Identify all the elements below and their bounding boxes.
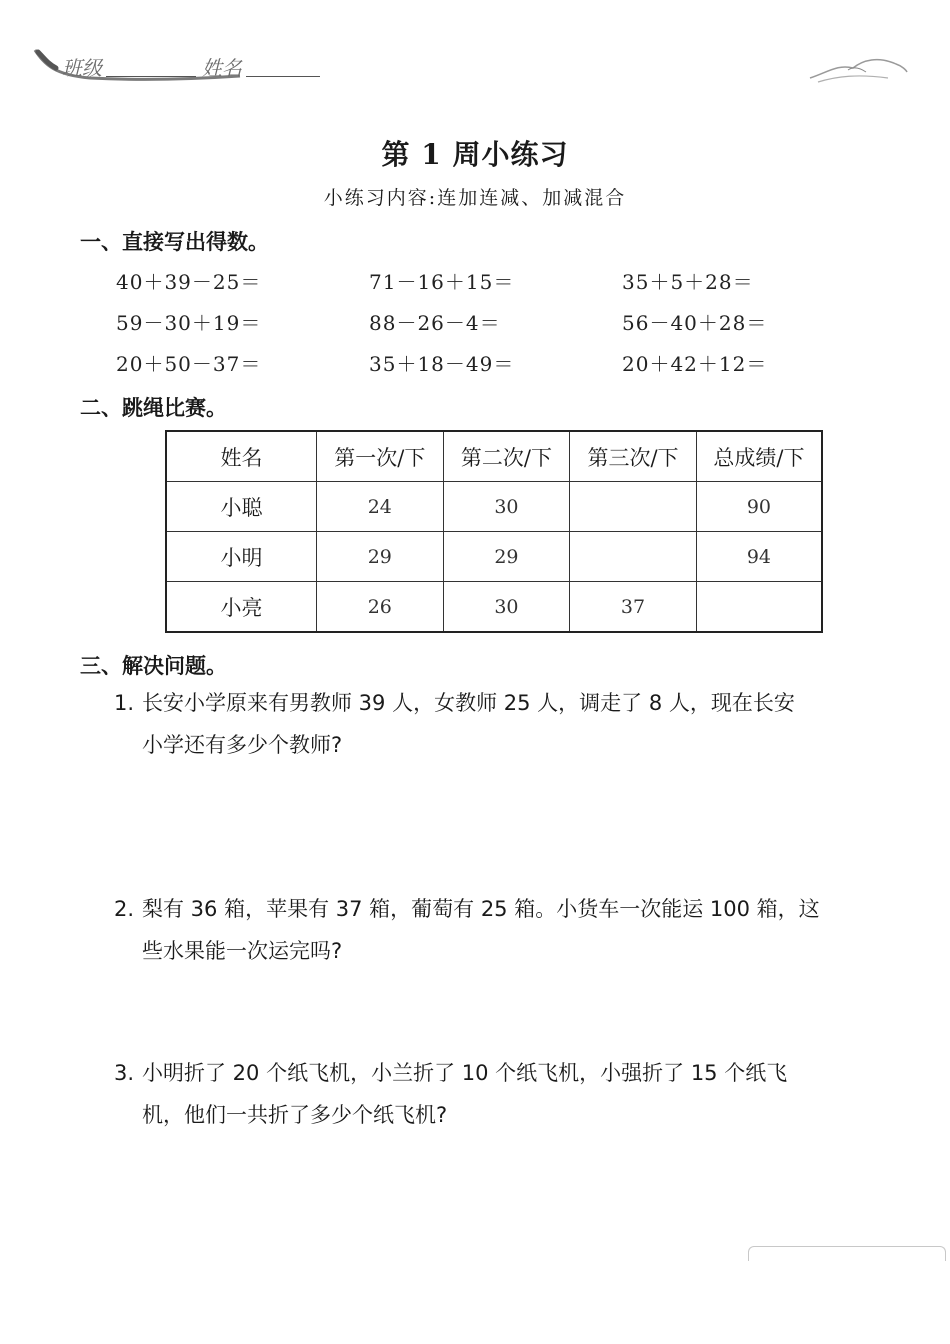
problem-text-line1: 梨有 36 箱，苹果有 37 箱，葡萄有 25 箱。小货车一次能运 100 箱，这 bbox=[142, 897, 820, 921]
column-header: 姓名 bbox=[166, 431, 317, 482]
equation: 40＋39－25＝ bbox=[116, 270, 262, 294]
score-blank bbox=[570, 482, 697, 532]
score-cell: 90 bbox=[696, 482, 822, 532]
problem-text-line1: 小明折了 20 个纸飞机，小兰折了 10 个纸飞机，小强折了 15 个纸飞 bbox=[142, 1061, 788, 1085]
table-header-row bbox=[166, 431, 822, 482]
equation: 20＋42＋12＝ bbox=[622, 352, 768, 376]
equation: 35＋18－49＝ bbox=[369, 352, 515, 376]
name-blank bbox=[246, 76, 320, 77]
page-title: 第 1 周小练习 bbox=[381, 138, 569, 171]
equation: 59－30＋19＝ bbox=[116, 311, 262, 335]
problem-text-line1: 长安小学原来有男教师 39 人，女教师 25 人，调走了 8 人，现在长安 bbox=[142, 691, 795, 715]
column-header: 总成绩/下 bbox=[696, 431, 822, 482]
equation: 56－40＋28＝ bbox=[622, 311, 768, 335]
equation: 71－16＋15＝ bbox=[369, 270, 515, 294]
class-label: 班级 bbox=[62, 56, 102, 80]
equation: 35＋5＋28＝ bbox=[622, 270, 754, 294]
page-corner-decoration bbox=[748, 1246, 946, 1261]
equation: 88－26－4＝ bbox=[369, 311, 501, 335]
problem-number: 2. bbox=[114, 897, 135, 921]
problem-number: 3. bbox=[114, 1061, 135, 1085]
problem-1 bbox=[114, 682, 884, 766]
problem-2 bbox=[114, 888, 884, 972]
jump-rope-table bbox=[165, 430, 823, 633]
section-1-heading: 一、直接写出得数。 bbox=[80, 230, 269, 254]
problem-text-line2: 机，他们一共折了多少个纸飞机? bbox=[142, 1103, 448, 1127]
score-cell: 29 bbox=[317, 532, 444, 582]
score-blank bbox=[696, 582, 822, 633]
class-blank bbox=[106, 76, 196, 77]
page-subtitle: 小练习内容:连加连减、加减混合 bbox=[323, 187, 627, 209]
student-name: 小明 bbox=[166, 532, 317, 582]
score-cell: 30 bbox=[443, 482, 570, 532]
section-2-heading: 二、跳绳比赛。 bbox=[80, 396, 227, 420]
problem-number: 1. bbox=[114, 691, 135, 715]
score-cell: 37 bbox=[570, 582, 697, 633]
problem-3 bbox=[114, 1052, 884, 1136]
problem-text-line2: 些水果能一次运完吗? bbox=[142, 939, 343, 963]
name-label: 姓名 bbox=[202, 56, 242, 80]
table-row bbox=[166, 532, 822, 582]
mountain-decoration bbox=[808, 52, 908, 86]
table-row bbox=[166, 482, 822, 532]
equation: 20＋50－37＝ bbox=[116, 352, 262, 376]
score-cell: 26 bbox=[317, 582, 444, 633]
problem-text-line2: 小学还有多少个教师? bbox=[142, 733, 343, 757]
column-header: 第二次/下 bbox=[443, 431, 570, 482]
column-header: 第三次/下 bbox=[570, 431, 697, 482]
score-cell: 94 bbox=[696, 532, 822, 582]
score-blank bbox=[570, 532, 697, 582]
section-3-heading: 三、解决问题。 bbox=[80, 654, 227, 678]
score-cell: 30 bbox=[443, 582, 570, 633]
column-header: 第一次/下 bbox=[317, 431, 444, 482]
score-cell: 24 bbox=[317, 482, 444, 532]
table-row bbox=[166, 582, 822, 633]
student-name: 小亮 bbox=[166, 582, 317, 633]
student-name: 小聪 bbox=[166, 482, 317, 532]
score-cell: 29 bbox=[443, 532, 570, 582]
